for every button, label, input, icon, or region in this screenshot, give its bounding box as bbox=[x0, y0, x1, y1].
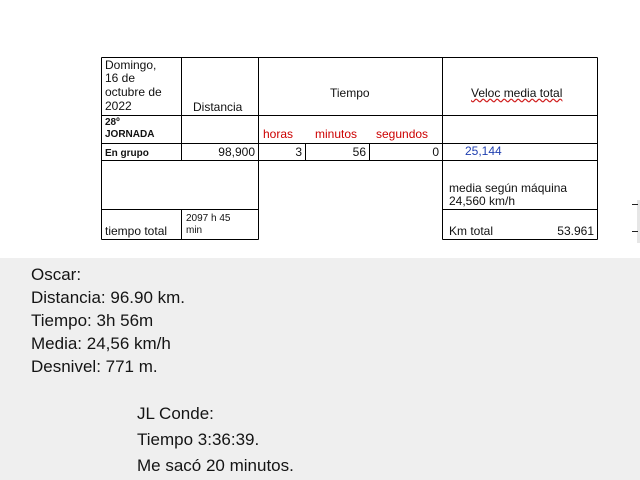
tiempo-total-label: tiempo total bbox=[105, 224, 168, 238]
km-total-label: Km total bbox=[449, 224, 494, 238]
header-veloc-media: Veloc media total bbox=[471, 86, 563, 100]
date-line-4: 2022 bbox=[105, 99, 132, 113]
oscar-tiempo: Tiempo: 3h 56m bbox=[31, 311, 154, 330]
row-minutos: 56 bbox=[352, 145, 366, 159]
col-horas: horas bbox=[263, 127, 294, 141]
page-edge-tick-bottom bbox=[632, 231, 638, 232]
jornada-label: JORNADA bbox=[105, 129, 155, 140]
tiempo-total-value-1: 2097 h 45 bbox=[186, 213, 231, 224]
date-line-2: 16 de bbox=[105, 71, 136, 85]
date-line-1: Domingo, bbox=[105, 58, 157, 72]
row-horas: 3 bbox=[295, 145, 302, 159]
jl-diferencia: Me sacó 20 minutos. bbox=[137, 456, 294, 475]
row-distancia: 98,900 bbox=[218, 145, 255, 159]
header-distancia: Distancia bbox=[193, 100, 243, 114]
km-total-value: 53.961 bbox=[557, 224, 594, 238]
row-label-en-grupo: En grupo bbox=[105, 148, 149, 159]
date-line-3: octubre de bbox=[105, 85, 162, 99]
media-maquina-label: media según máquina bbox=[449, 181, 568, 195]
row-segundos: 0 bbox=[432, 145, 439, 159]
header-tiempo: Tiempo bbox=[330, 86, 370, 100]
jornada-number: 28º bbox=[105, 117, 120, 128]
col-minutos: minutos bbox=[315, 127, 358, 141]
media-maquina-value: 24,560 km/h bbox=[449, 194, 516, 208]
row-veloc-media: 25,144 bbox=[465, 144, 502, 158]
oscar-heading: Oscar: bbox=[31, 265, 82, 284]
oscar-media: Media: 24,56 km/h bbox=[31, 334, 171, 353]
oscar-desnivel: Desnivel: 771 m. bbox=[31, 357, 158, 376]
jl-tiempo: Tiempo 3:36:39. bbox=[137, 430, 260, 449]
col-segundos: segundos bbox=[376, 127, 429, 141]
tiempo-total-value-2: min bbox=[186, 225, 203, 236]
oscar-distancia: Distancia: 96.90 km. bbox=[31, 288, 186, 307]
notes-panel bbox=[0, 258, 640, 480]
jl-heading: JL Conde: bbox=[137, 404, 214, 423]
page-edge-tick-top bbox=[632, 204, 638, 205]
